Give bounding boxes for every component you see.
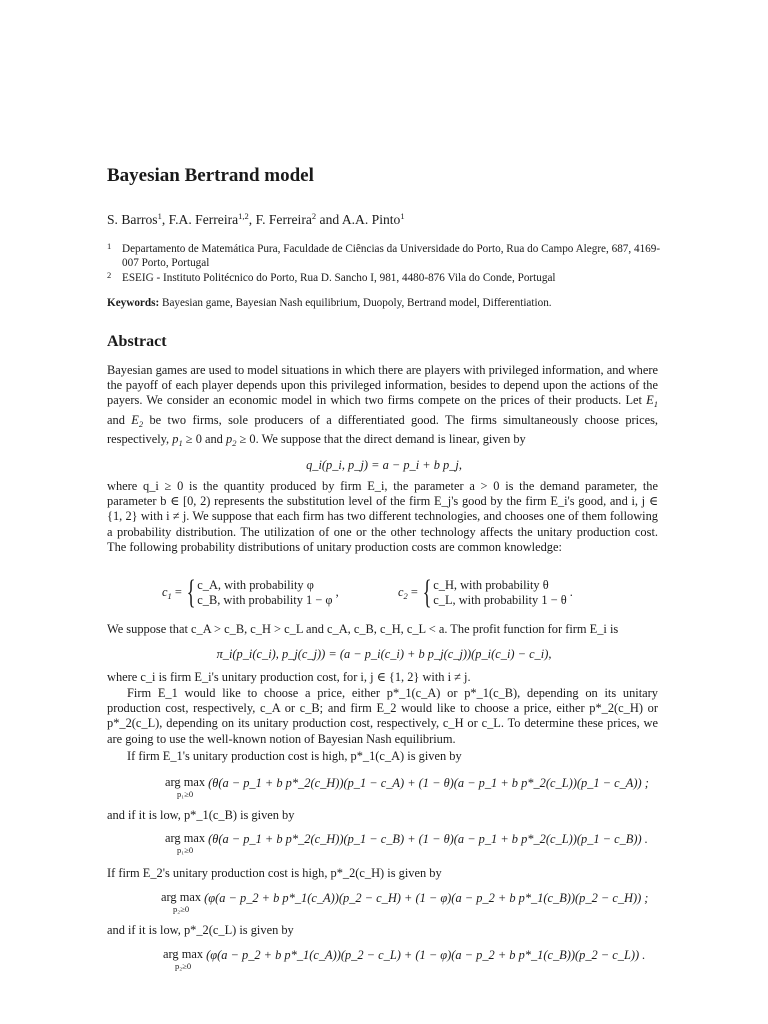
abstract-paragraph: Bayesian games are used to model situations in which there are players with privileged information, and where the payoff of each player depends upon this privileged information, besides to depend upon the actions of the payers. We consider an economic model in which two firms compete on the prices of their products. Let $E_1$ and $E_2$ be two firms, sole producers of a differentiated good. The firms simultaneously choose prices, respectively, $p_1 \ge 0$ and $p_2 \ge 0$. We suppose that the direct demand is linear, given by — [107, 363, 659, 448]
equation-demand: q_i(p_i, p_j) = a − p_i + b p_j, — [306, 458, 462, 472]
paragraph: where q_i ≥ 0 is the quantity produced by firm E_i, the parameter a > 0 is the demand parameter, the parameter b ∈ [0, 2) represents the substitution level of the firm E_j's good by the firm E_i's good, and i, j ∈ {1, 2} with i ≠ j. We suppose that each firm has two different technologies, and chooses one of them following a probability distribution. The utilization of one or the other technology affects the unitary production cost. The following probability distributions of unitary production costs are common knowledge: — [107, 479, 658, 554]
paragraph-text: . We suppose that the direct demand is linear, given by — [255, 431, 526, 446]
equation-profit: π_i(p_i(c_i), p_j(c_j)) = (a − p_i(c_i) + b p_j(c_j))(p_i(c_i) − c_i), — [216, 647, 552, 661]
affiliation — [107, 271, 662, 285]
paragraph: If firm E_1's unitary production cost is high, p*_1(c_A) is given by — [127, 749, 462, 763]
case-line: c_L, with probability 1 − θ — [433, 593, 567, 607]
author-name: , F.A. Ferreira — [161, 212, 239, 227]
equation-argmax-1: arg max p₁≥0 (θ(a − p_1 + b p*_2(c_H))(p_1 − c_A) + (1 − θ)(a − p_1 + b p*_2(c_L))(p_1 − c_A)) ; — [165, 775, 649, 799]
paragraph: Firm E_1 would like to choose a price, either p*_1(c_A) or p*_1(c_B), depending on its unitary production cost, respectively, c_A or c_B; and firm E_2 would like to choose a price, either p*_2(c_H) or p*_2(c_L), depending on its unitary production cost, respectively, c_H or c_L. To determine these prices, we are going to use the well-known notion of Bayesian Nash equilibrium. — [107, 686, 658, 746]
author-affiliation-mark: 1 — [157, 211, 162, 221]
author-affiliation-mark: 2 — [311, 211, 317, 221]
case-line: c_B, with probability 1 − φ — [197, 593, 333, 607]
paragraph-text: be two firms, sole producers of a differentiated good. The firms simultaneously choose prices, respectively, — [107, 412, 659, 446]
author-list — [107, 209, 405, 227]
author-name: , F. Ferreira — [248, 212, 312, 227]
paragraph: If firm E_2's unitary production cost is high, p*_2(c_H) is given by — [107, 866, 442, 880]
paragraph: where c_i is firm E_i's unitary production cost, for i, j ∈ {1, 2} with i ≠ j. — [107, 670, 471, 684]
paragraph: and if it is low, p*_2(c_L) is given by — [107, 923, 294, 937]
paragraph: and if it is low, p*_1(c_B) is given by — [107, 808, 295, 822]
author-name: S. Barros — [107, 212, 158, 227]
keywords-label: Keywords: — [107, 297, 160, 309]
equation-argmax-3: arg max p₂≥0 (φ(a − p_2 + b p*_1(c_A))(p_2 − c_H) + (1 − φ)(a − p_2 + b p*_1(c_B))(p_2 − c_H)) ; — [161, 890, 649, 914]
paper-title: Bayesian Bertrand model — [107, 165, 314, 186]
affiliation-text: ESEIG - Instituto Politécnico do Porto, Rua D. Sancho I, 981, 4480-876 Vila do Conde, Portugal — [122, 272, 556, 284]
author-name: and A.A. Pinto — [316, 212, 401, 227]
case-line: c_A, with probability φ — [197, 578, 314, 592]
equation-cost-distribution-1: $c_1$ = { c_A, with probability φ c_B, with probability 1 − φ , — [162, 574, 339, 611]
author-affiliation-mark: 1,2 — [238, 211, 249, 221]
affiliation-text: Departamento de Matemática Pura, Faculdade de Ciências da Universidade do Porto, Rua do Campo Alegre, 687, 4169-007 Porto, Portugal — [122, 243, 661, 269]
equation-argmax-2: arg max p₁≥0 (θ(a − p_1 + b p*_2(c_H))(p_1 − c_B) + (1 − θ)(a − p_1 + b p*_2(c_L))(p_1 − c_B)) . — [165, 831, 648, 855]
paragraph: We suppose that c_A > c_B, c_H > c_L and c_A, c_B, c_H, c_L < a. The profit function for firm E_i is — [107, 622, 619, 636]
abstract-heading: Abstract — [107, 333, 167, 350]
keywords — [107, 296, 552, 311]
equation-cost-distribution-2: $c_2$ = { c_H, with probability θ c_L, with probability 1 − θ . — [398, 574, 573, 611]
affiliation-number: 2 — [107, 270, 112, 280]
affiliation-number: 1 — [107, 241, 112, 251]
author-affiliation-mark: 1 — [400, 211, 405, 221]
paragraph-text: Bayesian games are used to model situations in which there are players with privileged information, and where the payoff of each player depends upon this privileged information, besides to depend upon the actions of the payers. We consider an economic model in which two firms compete on the prices of their products. Let — [107, 363, 658, 408]
equation-argmax-4: arg max p₂≥0 (φ(a − p_2 + b p*_1(c_A))(p_2 − c_L) + (1 − φ)(a − p_2 + b p*_1(c_B))(p_2 − c_L)) . — [163, 947, 646, 971]
keywords-text: Bayesian game, Bayesian Nash equilibrium, Duopoly, Bertrand model, Differentiation. — [159, 297, 552, 309]
affiliation — [107, 242, 662, 270]
case-line: c_H, with probability θ — [433, 578, 549, 592]
